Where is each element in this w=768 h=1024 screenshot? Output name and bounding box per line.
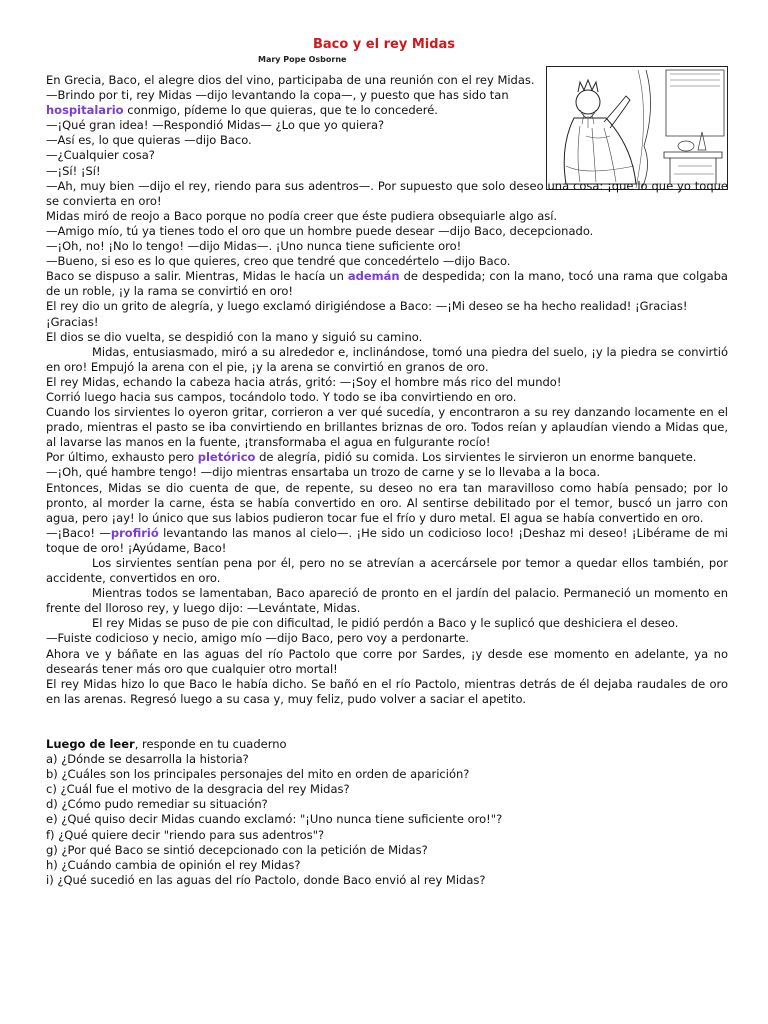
- story-paragraph: Mientras todos se lamentaban, Baco apareció de pronto en el jardín del palacio. Permaneció un momento en frente del lloroso rey, y luego dijo: —Levántate, Midas.: [46, 586, 728, 616]
- story-paragraph: Entonces, Midas se dio cuenta de que, de repente, su deseo no era tan maravilloso como había pensado; por lo pronto, al morder la carne, ésta se había convertido en oro. Al sentirse debilitado por el temor, buscó un jarro con agua, pero ¡ay! lo único que sus labios pudieron tocar fue el frío y duro metal. El agua se había convertido en oro.: [46, 480, 728, 525]
- document-author: Mary Pope Osborne: [258, 55, 347, 64]
- story-paragraph: —¡Baco! —profirió levantando las manos al cielo—. ¡He sido un codicioso loco! ¡Deshaz mi deseo! ¡Libérame de mi toque de oro! ¡Ayúdame, Baco!: [46, 525, 728, 555]
- story-paragraph: El rey Midas se puso de pie con dificultad, le pidió perdón a Baco y le suplicó que deshiciera el deseo.: [92, 616, 679, 631]
- story-line: Midas miró de reojo a Baco porque no podía creer que éste pudiera obsequiarle algo así.: [46, 208, 558, 223]
- story-paragraph: Midas, entusiasmado, miró a su alrededor e, inclinándose, tomó una piedra del suelo, ¡y la piedra se convirtió en oro! Empujó la arena con el pie, ¡y la arena se convirtió en granos de oro.: [46, 344, 728, 374]
- question-item: e) ¿Qué quiso decir Midas cuando exclamó: "¡Uno nunca tiene suficiente oro!"?: [46, 812, 503, 827]
- question-item: g) ¿Por qué Baco se sintió decepcionado con la petición de Midas?: [46, 842, 428, 857]
- story-line: —¡Oh, qué hambre tengo! —dijo mientras ensartaba un trozo de carne y se lo llevaba a la boca.: [46, 465, 601, 480]
- story-line: El dios se dio vuelta, se despidió con la mano y siguió su camino.: [46, 329, 423, 344]
- story-line: —Así es, lo que quieras —dijo Baco.: [46, 133, 252, 148]
- story-line: —¡Sí! ¡Sí!: [46, 163, 101, 178]
- story-paragraph: En Grecia, Baco, el alegre dios del vino, participaba de una reunión con el rey Midas. —Brindo por ti, rey Midas —dijo levantando la copa—, y puesto que has sido tan hospitalario conmigo, pídeme lo que quieras, que te lo concederé.: [46, 73, 535, 118]
- story-line: —Amigo mío, tú ya tienes todo el oro que un hombre puede desear —dijo Baco, decepcionado.: [46, 223, 594, 238]
- question-item: f) ¿Qué quiere decir "riendo para sus adentros"?: [46, 827, 325, 842]
- story-paragraph: Baco se dispuso a salir. Mientras, Midas le hacía un ademán de despedida; con la mano, tocó una rama que colgaba de un roble, ¡y la rama se convirtió en oro!: [46, 269, 728, 299]
- questions-intro: Luego de leer, responde en tu cuaderno: [46, 737, 287, 751]
- question-item: d) ¿Cómo pudo remediar su situación?: [46, 797, 268, 812]
- question-item: i) ¿Qué sucedió en las aguas del río Pactolo, donde Baco envió al rey Midas?: [46, 872, 486, 887]
- story-paragraph: Ahora ve y báñate en las aguas del río Pactolo que corre por Sardes, ¡y desde ese momento en adelante, ya no desearás tener más oro que cualquier otro mortal!: [46, 646, 728, 676]
- vocab-pletorico: pletórico: [197, 450, 256, 465]
- story-line: El rey dio un grito de alegría, y luego exclamó dirigiéndose a Baco: —¡Mi deseo se ha hecho realidad! ¡Gracias! ¡Gracias!: [46, 299, 688, 329]
- story-line: El rey Midas, echando la cabeza hacia atrás, gritó: —¡Soy el hombre más rico del mundo!: [46, 374, 562, 389]
- question-item: h) ¿Cuándo cambia de opinión el rey Midas?: [46, 857, 301, 872]
- story-paragraph: Por último, exhausto pero pletórico de alegría, pidió su comida. Los sirvientes le sirvieron un enorme banquete.: [46, 450, 697, 465]
- story-line: Corrió luego hacia sus campos, tocándolo todo. Y todo se iba convirtiendo en oro.: [46, 389, 517, 404]
- question-item: b) ¿Cuáles son los principales personajes del mito en orden de aparición?: [46, 767, 470, 782]
- question-item: a) ¿Dónde se desarrolla la historia?: [46, 752, 249, 767]
- story-line: —Ah, muy bien —dijo el rey, riendo para sus adentros—. Por supuesto que solo deseo una cosa: ¡que lo que yo toque se convierta en oro!: [46, 178, 728, 208]
- story-paragraph: Los sirvientes sentían pena por él, pero no se atrevían a acercársele por temor a quedar ellos también, por accidente, convertidos en oro.: [46, 556, 728, 586]
- story-body: [46, 73, 728, 707]
- question-item: c) ¿Cuál fue el motivo de la desgracia del rey Midas?: [46, 782, 350, 797]
- story-line: —Fuiste codicioso y necio, amigo mío —dijo Baco, pero voy a perdonarte.: [46, 631, 470, 646]
- story-paragraph: Cuando los sirvientes lo oyeron gritar, corrieron a ver qué sucedía, y encontraron a su rey danzando locamente en el prado, mientras el pasto se iba convirtiendo en brillantes briznas de oro. Todos reían y aplaudían viendo a Midas que, al lavarse las manos en la fuente, ¡transformaba el agua en fulgurante rocío!: [46, 405, 728, 450]
- vocab-profirio: profirió: [110, 525, 159, 540]
- vocab-ademan: ademán: [347, 269, 400, 284]
- story-line: —¡Oh, no! ¡No lo tengo! —dijo Midas—. ¡Uno nunca tiene suficiente oro!: [46, 239, 462, 254]
- story-line: —¿Cualquier cosa?: [46, 148, 155, 163]
- story-line: —Bueno, si eso es lo que quieres, creo que tendré que concedértelo —dijo Baco.: [46, 254, 511, 269]
- questions-section: [46, 737, 728, 888]
- document-title: Baco y el rey Midas: [312, 37, 456, 52]
- vocab-hospitalario: hospitalario: [46, 103, 124, 118]
- story-line: —¡Qué gran idea! —Respondió Midas— ¿Lo que yo quiera?: [46, 118, 385, 133]
- story-paragraph: El rey Midas hizo lo que Baco le había dicho. Se bañó en el río Pactolo, mientras detrás de él dejaba raudales de oro en las arenas. Regresó luego a su casa y, muy feliz, pudo volver a saciar el apetito.: [46, 676, 728, 706]
